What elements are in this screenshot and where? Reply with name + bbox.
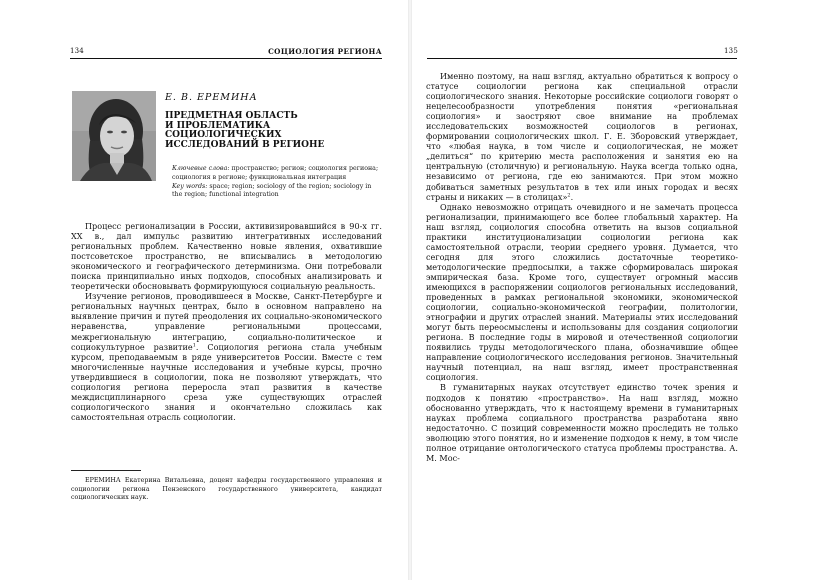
keywords-block xyxy=(172,165,382,200)
keywords-english xyxy=(172,183,382,201)
page-number-left: 134 xyxy=(70,47,84,55)
paragraph-text-tail: . Социология региона стала учебным курсом, преподаваемым в ряде университетов России. Вместе с тем многочисленные научные исследования и учебные курсы, прочно утвердившиеся в социологии, пока не позволяют утверждать, что социология региона переросла этап развития в качестве междисциплинарного среза уже существующих отраслей социологического знания и окончательно сложилась как самостоятельная отрасль социологии. xyxy=(71,341,382,422)
keywords-ru-label: Ключевые слова: xyxy=(172,165,230,172)
title-line: ПРЕДМЕТНАЯ ОБЛАСТЬ xyxy=(165,111,298,121)
running-title: СОЦИОЛОГИЯ РЕГИОНА xyxy=(268,47,382,56)
body-paragraph: В гуманитарных науках отсутствует единство точек зрения и подходов к понятию «пространство». На наш взгляд, можно обоснованно утверждать, что к настоящему времени в гуманитарных науках проблема социального пространства разработана явно недостаточно. С позиций современности можно проследить не только эволюцию этого понятия, но и изменение подходов к нему, в том числе полное отрицание онтологического статуса проблемы пространства. А. М. Мос- xyxy=(426,382,738,463)
footnote-rule xyxy=(71,470,141,471)
title-line: ИССЛЕДОВАНИЙ В РЕГИОНЕ xyxy=(165,139,325,150)
footnote-marker: 1 xyxy=(192,341,196,348)
keywords-russian xyxy=(172,165,382,183)
body-paragraph: Однако невозможно отрицать очевидного и не замечать процесса регионализации, принимающего все более глобальный характер. На наш взгляд, социология способна ответить на вызов социальной практики институционализации социологии региона как самостоятельной отрасли, теории среднего уровня. Думается, что сегодня для этого сложились достаточные теоретико-методологические предпосылки, а также сформировалась широкая эмпирическая база. Кроме того, существует огромный массив имеющихся в распоряжении социологов региональных исследований, проведенных в рамках региональной экономики, экономической социологии, социально-экономической географии, политологии, этнографии и других отраслей знаний. Материалы этих исследований могут быть переосмыслены и использованы для создания социологии региона. В последние годы в мировой и отечественной социологии появились труды методологического плана, обозначившие общее направление социологического исследования регионов. Значительный научный потенциал, на наш взгляд, имеет пространственная социология. xyxy=(426,201,738,383)
portrait-image xyxy=(72,91,156,181)
footnote-marker: 2 xyxy=(567,191,571,198)
author-photo xyxy=(72,91,156,181)
body-paragraph: Именно поэтому, на наш взгляд, актуально обратиться к вопросу о статусе социологии региона как специальной отрасли социологического знания. Некоторые российские социологи говорят о нецелесообразности употребления понятия «региональная социология» и заостряют свое внимание на проблемах исследовательских возможностей социологов в регионах, формировании социологических школ. Г. Е. Зборовский утверждает, что «любая наука, в том числе и социологическая, не может „делиться“ по критерию места расположения и занятия ею на центральную (столичную) и региональную. Наука всегда только одна, независимо от региона, где ею занимаются. При этом можно добиваться заметных результатов в тех или иных городах и весях страны и никаких — в столицах»$^2$. xyxy=(426,71,738,202)
body-paragraph xyxy=(71,291,382,422)
left-body-text xyxy=(71,221,382,422)
page-number-right: 135 xyxy=(724,47,738,55)
title-line: СОЦИОЛОГИЧЕСКИХ xyxy=(165,130,282,141)
article-author: Е. В. ЕРЕМИНА xyxy=(165,92,258,103)
article-title xyxy=(165,112,380,150)
title-line: И ПРОБЛЕМАТИКА xyxy=(165,120,271,131)
header-rule-right xyxy=(427,58,737,59)
right-body-text xyxy=(426,71,738,463)
paragraph-text: Именно поэтому, на наш взгляд, актуально обратиться к вопросу о статусе социологии региона как специальной отрасли социологического знания. Некоторые российские социологи говорят о нецелесообразности употребления понятия «региональная социология» и заостряют свое внимание на проблемах исследовательских возможностей социологов в регионах, формировании социологических школ. Г. Е. Зборовский утверждает, что «любая наука, в том числе и социологическая, не может „делиться“ по критерию места расположения и занятия ею на центральную (столичную) и региональную. Наука всегда только одна, независимо от региона, где ею занимаются. При этом можно добиваться заметных результатов в тех или иных городах и весях страны и никаких — в столицах» xyxy=(426,71,738,202)
keywords-en-text: space; region; sociology of the region; sociology in the region; functional integration xyxy=(172,182,372,199)
keywords-en-label: Key words: xyxy=(172,182,208,190)
author-footnote xyxy=(71,477,382,503)
body-paragraph: Процесс регионализации в России, активизировавшийся в 90-х гг. XX в., дал импульс развитию интегративных исследований региональных проблем. Качественно новые явления, охватившие постсоветское пространство, не вписывались в методологию экономического и географического детерминизма. Они потребовали поиска принципиально иных подходов, способных анализировать и теоретически обосновывать формирующуюся социальную реальность. xyxy=(71,221,382,292)
keywords-ru-text: пространство; регион; социология региона; социология в регионе; функциональная интеграция xyxy=(172,165,379,181)
footnote-text: ЕРЕМИНА Екатерина Витальевна, доцент кафедры государственного управления и социологии региона Пензенского государственного университета, кандидат социологических наук. xyxy=(71,477,382,502)
paragraph-text: Изучение регионов, проводившееся в Москве, Санкт-Петербурге и региональных научных центрах, было в основном направлено на выявление причин и путей преодоления их социально-экономического неравенства, управление региональными процессами, межрегиональную интеграцию, социально-политическое и социокультурное развитие xyxy=(71,291,382,352)
header-rule-left xyxy=(70,58,382,59)
